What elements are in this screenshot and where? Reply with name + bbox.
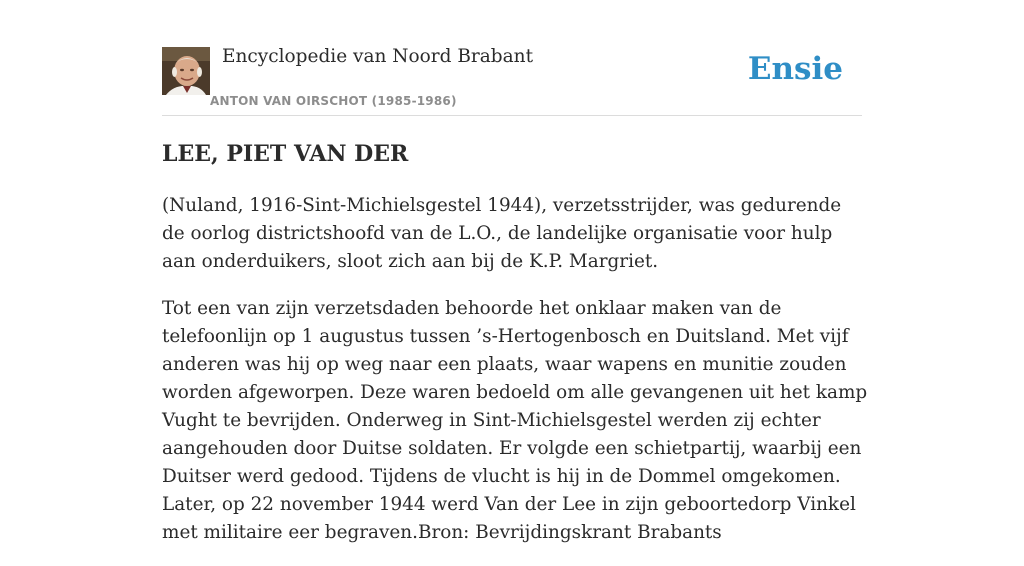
entry-paragraph-1: (Nuland, 1916-Sint-Michielsgestel 1944), verzetsstrijder, was gedurende de oorlog districtshoofd van de L.O., de landelijke organisatie voor hulp aan onderduikers, sloot zich aan bij de K.P. Margriet. [162, 195, 842, 272]
header [162, 0, 862, 116]
book-title[interactable]: Encyclopedie van Noord Brabant [222, 46, 534, 67]
author-portrait-icon [162, 47, 210, 95]
book-author[interactable]: ANTON VAN OIRSCHOT (1985-1986) [210, 94, 457, 108]
entry-title: LEE, PIET VAN DER [162, 141, 409, 167]
author-avatar[interactable] [162, 47, 210, 95]
entry-paragraph-2: Tot een van zijn verzetsdaden behoorde het onklaar maken van de telefoonlijn op 1 augustus tussen ’s-Hertogenbosch en Duitsland. Met vijf anderen was hij op weg naar een plaats, waar wapens en munitie zouden worden afgeworpen. Deze waren bedoeld om alle gevangenen uit het kamp Vught te bevrijden. Onderweg in Sint-Michielsgestel werden zij echter aangehouden door Duitse soldaten. Er volgde een schietpartij, waarbij een Duitser werd gedood. Tijdens de vlucht is hij in de Dommel omgekomen. Later, op 22 november 1944 werd Van der Lee in zijn geboortedorp Vinkel met militaire eer begraven.Bron: Bevrijdingskrant Brabants [162, 298, 868, 543]
entry-body [162, 192, 868, 566]
article-container [162, 0, 868, 543]
brand-logo[interactable]: Ensie [747, 51, 843, 87]
